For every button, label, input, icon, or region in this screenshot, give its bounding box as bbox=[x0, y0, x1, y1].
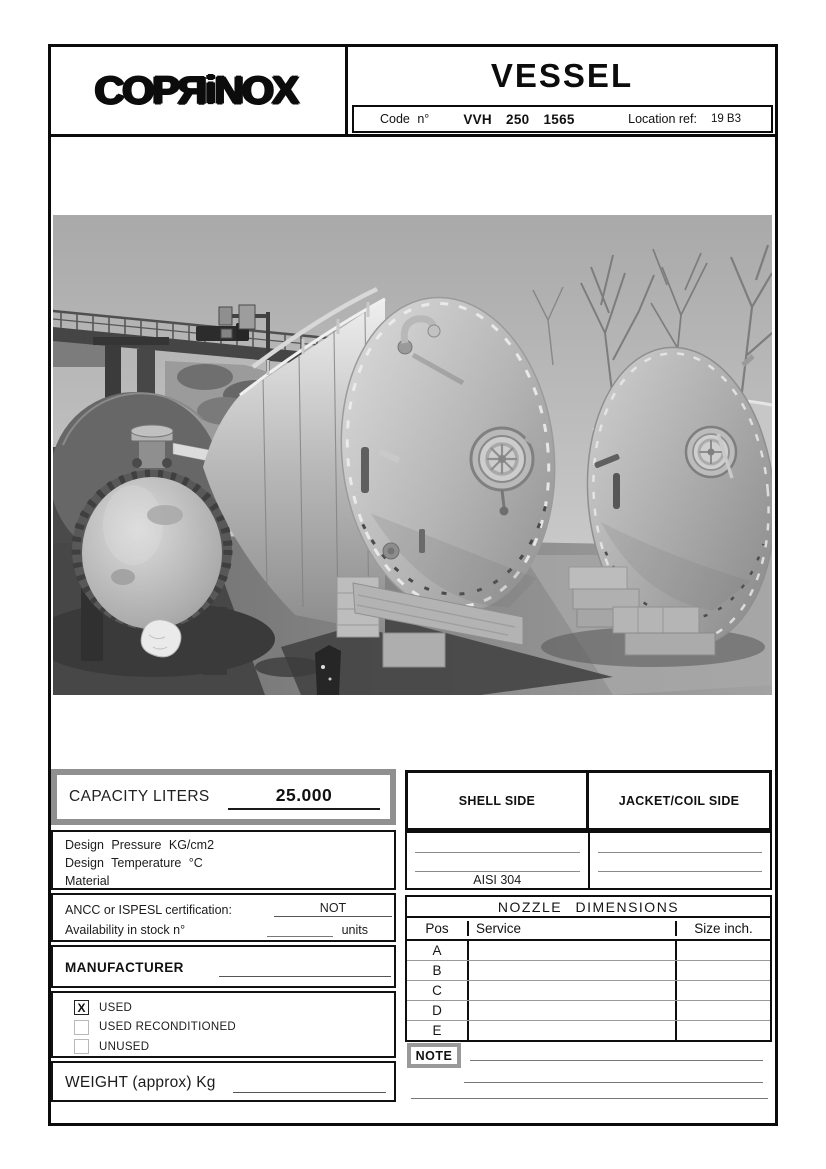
note-label: NOTE bbox=[415, 1048, 453, 1063]
certification-box bbox=[51, 893, 396, 942]
row-size bbox=[677, 981, 770, 1000]
nozzle-dimensions-table bbox=[405, 916, 772, 1042]
page-title: VESSEL bbox=[490, 57, 634, 94]
table-row bbox=[407, 941, 770, 961]
table-row bbox=[407, 1021, 770, 1040]
row-service bbox=[469, 981, 677, 1000]
checkbox-unused bbox=[74, 1039, 89, 1054]
manufacturer-box bbox=[51, 945, 396, 988]
availability-row bbox=[65, 923, 394, 937]
table-row bbox=[407, 981, 770, 1001]
row-pos: E bbox=[407, 1021, 469, 1040]
row-service bbox=[469, 1021, 677, 1040]
availability-label: Availability in stock n° bbox=[65, 923, 186, 937]
design-material-label: Material bbox=[65, 873, 110, 888]
header-bottom-rule bbox=[48, 134, 778, 137]
note-box bbox=[407, 1043, 461, 1068]
checkbox-used bbox=[74, 1000, 89, 1015]
weight-value-line bbox=[233, 1080, 386, 1093]
certification-value-line bbox=[274, 901, 392, 917]
row-pos: A bbox=[407, 941, 469, 960]
capacity-label: CAPACITY LITERS bbox=[69, 788, 210, 805]
row-size bbox=[677, 1001, 770, 1020]
location-ref-value: 19 B3 bbox=[710, 113, 741, 125]
manufacturer-label: MANUFACTURER bbox=[65, 960, 184, 975]
code-label: Code n° bbox=[380, 112, 430, 126]
row-service bbox=[469, 941, 677, 960]
sides-values-box bbox=[405, 831, 772, 890]
vessel-photo bbox=[53, 215, 772, 695]
shell-side-column bbox=[407, 833, 588, 888]
row-size bbox=[677, 961, 770, 980]
checkbox-used-mark: X bbox=[77, 1000, 86, 1015]
header-divider bbox=[345, 44, 348, 137]
code-box bbox=[352, 105, 773, 133]
shell-side-header: SHELL SIDE bbox=[405, 770, 589, 831]
checkbox-used-reconditioned bbox=[74, 1020, 89, 1035]
nozzle-table-header bbox=[407, 918, 770, 941]
row-pos: C bbox=[407, 981, 469, 1000]
note-line-1 bbox=[470, 1060, 763, 1061]
design-box bbox=[51, 830, 396, 890]
label-used: USED bbox=[99, 1001, 133, 1014]
design-temperature-label: Design Temperature °C bbox=[65, 855, 203, 870]
code-value: VVH 250 1565 bbox=[463, 111, 575, 127]
col-header-size: Size inch. bbox=[694, 921, 753, 936]
condition-row-used bbox=[74, 1000, 394, 1015]
shell-material-value: AISI 304 bbox=[473, 873, 522, 887]
jacket-temperature-line bbox=[598, 871, 763, 872]
shell-pressure-line bbox=[415, 852, 580, 853]
location-ref-label: Location ref: bbox=[628, 112, 697, 126]
condition-box bbox=[51, 991, 396, 1058]
shell-temperature-line bbox=[415, 871, 580, 872]
row-size bbox=[677, 1021, 770, 1040]
design-pressure-label: Design Pressure KG/cm2 bbox=[65, 838, 215, 852]
availability-units-label: units bbox=[341, 923, 368, 937]
coprinox-logo: COPЯiNOX bbox=[94, 67, 298, 112]
weight-box bbox=[51, 1061, 396, 1102]
jacket-pressure-line bbox=[598, 852, 763, 853]
note-line-3 bbox=[411, 1098, 768, 1099]
jacket-side-column bbox=[588, 833, 771, 888]
row-pos: B bbox=[407, 961, 469, 980]
col-header-service: Service bbox=[469, 921, 677, 936]
table-row bbox=[407, 961, 770, 981]
row-service bbox=[469, 1001, 677, 1020]
label-used-reconditioned: USED RECONDITIONED bbox=[99, 1021, 237, 1033]
table-row bbox=[407, 1001, 770, 1021]
availability-value-line bbox=[267, 923, 333, 937]
capacity-value-line bbox=[228, 785, 380, 810]
capacity-value: 25.000 bbox=[275, 784, 333, 805]
col-header-pos: Pos bbox=[407, 921, 469, 936]
certification-value: NOT bbox=[319, 901, 347, 915]
right-manhole bbox=[686, 427, 736, 478]
row-size bbox=[677, 941, 770, 960]
row-service bbox=[469, 961, 677, 980]
condition-row-unused bbox=[74, 1039, 394, 1054]
weight-label: WEIGHT (approx) Kg bbox=[65, 1074, 216, 1091]
certification-label: ANCC or ISPESL certification: bbox=[65, 903, 232, 917]
manufacturer-value-line bbox=[219, 964, 391, 977]
row-pos: D bbox=[407, 1001, 469, 1020]
note-line-2 bbox=[464, 1082, 763, 1083]
label-unused: UNUSED bbox=[99, 1040, 150, 1053]
capacity-box bbox=[51, 769, 396, 825]
face-handle bbox=[361, 447, 369, 493]
condition-row-used-reconditioned bbox=[74, 1020, 394, 1035]
nozzle-dimensions-title: NOZZLE DIMENSIONS bbox=[405, 895, 772, 918]
jacket-coil-side-header: JACKET/COIL SIDE bbox=[586, 770, 772, 831]
certification-row bbox=[65, 901, 394, 917]
